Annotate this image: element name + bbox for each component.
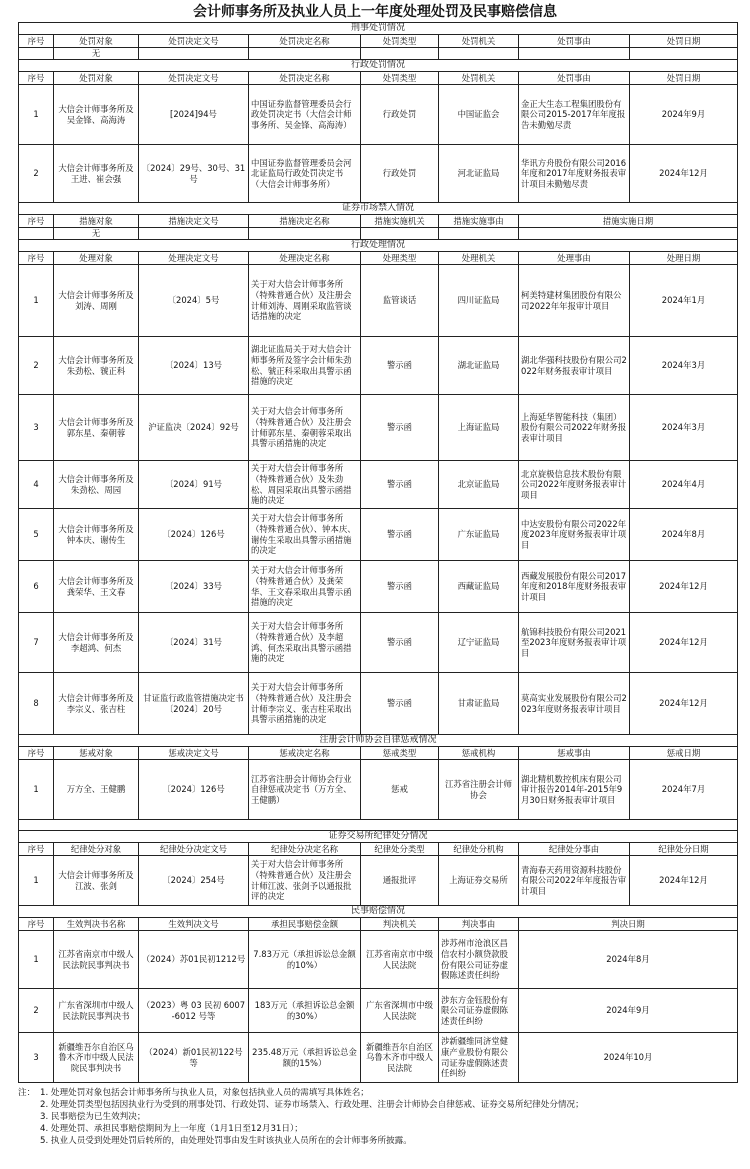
table-row: 8 大信会计师事务所及李宗义、张吉柱 甘证监行政监管措施决定书〔2024〕20号 关于对大信会计师事务所（特殊普通合伙）及注册会计师李宗义、张吉柱采取出具警示函措施的决定 警示函 甘肃证监局 莫高实业发展股份有限公司2023年度财务报表审计项目 2024年12月 bbox=[19, 673, 738, 735]
col-header: 纪律处分事由 bbox=[519, 843, 630, 856]
table-row: 7 大信会计师事务所及李超鸿、何杰 〔2024〕31号 关于对大信会计师事务所（特殊普通合伙）及李超鸿、何杰采取出具警示函措施的决定 警示函 辽宁证监局 航锦科技股份有限公司2021至2023年度财务报表审计项目 2024年12月 bbox=[19, 613, 738, 673]
col-header: 处理机关 bbox=[439, 252, 519, 265]
col-header: 处罚决定名称 bbox=[249, 35, 361, 48]
table-row: 4 大信会计师事务所及朱劲松、周园 〔2024〕91号 关于对大信会计师事务所（特殊普通合伙）及朱劲松、周园采取出具警示函措施的决定 警示函 北京证监局 北京旋极信息技术股份有限公司2022年度财务报表审计项目 2024年4月 bbox=[19, 461, 738, 509]
table-row: 2 广东省深圳市中级人民法院民事判决书 （2023）粤 03 民初 6007-6012 号等 183万元（承担诉讼总金额的30%） 广东省深圳市中级人民法院 涉东方金钰股份有限公司证券虚假陈述责任纠纷 2024年9月 bbox=[19, 989, 738, 1033]
table-row: 1 大信会计师事务所及刘涛、周刚 〔2024〕5号 关于对大信会计师事务所（特殊普通合伙）及注册会计师刘涛、周刚采取监管谈话措施的决定 监管谈话 四川证监局 柯美特建材集团股份有限公司2022年年报审计项目 2024年1月 bbox=[19, 265, 738, 337]
note-item: 1. 处理处罚对象包括会计师事务所与执业人员，对象包括执业人员的需填写具体姓名； bbox=[40, 1088, 369, 1098]
col-header: 序号 bbox=[19, 843, 54, 856]
col-header: 处理对象 bbox=[54, 252, 139, 265]
col-header: 序号 bbox=[19, 747, 54, 760]
col-header: 生效判决书名称 bbox=[54, 918, 139, 931]
col-header: 处罚类型 bbox=[361, 72, 439, 85]
col-header: 处罚决定文号 bbox=[139, 35, 249, 48]
col-header: 处罚日期 bbox=[630, 72, 738, 85]
col-header: 处罚类型 bbox=[361, 35, 439, 48]
col-header: 惩戒类型 bbox=[361, 747, 439, 760]
section-market-ban-title: 证券市场禁入情况 bbox=[19, 203, 738, 215]
admin-measure-header-row bbox=[19, 252, 738, 265]
section-cicpa-title: 注册会计师协会自律惩戒情况 bbox=[19, 735, 738, 747]
col-header: 处理类型 bbox=[361, 252, 439, 265]
col-header: 纪律处分决定文号 bbox=[139, 843, 249, 856]
col-header: 处理决定文号 bbox=[139, 252, 249, 265]
criminal-empty-row bbox=[19, 48, 738, 60]
col-header: 判决机关 bbox=[361, 918, 439, 931]
table-row: 1 江苏省南京市中级人民法院民事判决书 （2024）苏01民初1212号 7.83万元（承担诉讼总金额的10%） 江苏省南京市中级人民法院 涉苏州市沧浪区昌信农村小额贷款股份有限公司证券虚假陈述责任纠纷 2024年8月 bbox=[19, 931, 738, 989]
col-header: 序号 bbox=[19, 252, 54, 265]
col-header: 判决事由 bbox=[439, 918, 519, 931]
admin-penalty-header-row bbox=[19, 72, 738, 85]
col-header: 处罚事由 bbox=[519, 72, 630, 85]
col-header: 纪律处分对象 bbox=[54, 843, 139, 856]
table-row: 3 大信会计师事务所及郭东星、秦朝蓉 沪证监决〔2024〕92号 关于对大信会计师事务所（特殊普通合伙）及注册会计师郭东星、秦朝蓉采取出具警示函措施的决定 警示函 上海证监局 上海延华智能科技（集团）股份有限公司2022年财务报表审计项目 2024年3月 bbox=[19, 395, 738, 461]
table-row: 3 新疆维吾尔自治区乌鲁木齐市中级人民法院民事判决书 （2024）新01民初122号等 235.48万元（承担诉讼总金额的15%） 新疆维吾尔自治区乌鲁木齐市中级人民法院 涉新疆维同济堂健康产业股份有限公司证券虚假陈述责任纠纷 2024年10月 bbox=[19, 1033, 738, 1083]
col-header: 处罚对象 bbox=[54, 72, 139, 85]
disclosure-table bbox=[18, 22, 737, 1083]
note-item: 2. 处理处罚类型包括因执业行为受到的刑事处罚、行政处罚、证券市场禁入、行政处理、注册会计师协会自律惩戒、证券交易所纪律处分情况； bbox=[40, 1100, 584, 1110]
note-head: 注： bbox=[18, 1088, 36, 1098]
col-header: 序号 bbox=[19, 918, 54, 931]
section-civil-title: 民事赔偿情况 bbox=[19, 906, 738, 918]
col-header: 纪律处分日期 bbox=[630, 843, 738, 856]
section-criminal-title: 刑事处罚情况 bbox=[19, 23, 738, 35]
col-header: 序号 bbox=[19, 72, 54, 85]
col-header: 惩戒事由 bbox=[519, 747, 630, 760]
col-header: 判决日期 bbox=[519, 918, 738, 931]
col-header: 处罚日期 bbox=[630, 35, 738, 48]
spacer-row bbox=[19, 820, 738, 831]
col-header: 措施实施机关 bbox=[361, 215, 439, 228]
col-header: 措施决定文号 bbox=[139, 215, 249, 228]
col-header: 处罚事由 bbox=[519, 35, 630, 48]
col-header: 处罚机关 bbox=[439, 72, 519, 85]
col-header: 措施决定名称 bbox=[249, 215, 361, 228]
document-title: 会计师事务所及执业人员上一年度处理处罚及民事赔偿信息 bbox=[193, 4, 557, 20]
section-admin-penalty-title: 行政处罚情况 bbox=[19, 60, 738, 72]
col-header: 惩戒对象 bbox=[54, 747, 139, 760]
col-header: 序号 bbox=[19, 215, 54, 228]
col-header: 处理决定名称 bbox=[249, 252, 361, 265]
col-header: 措施实施日期 bbox=[519, 215, 738, 228]
table-row: 1 大信会计师事务所及吴金锋、高海涛 [2024]94号 中国证券监督管理委员会行政处罚决定书（大信会计师事务所、吴金锋、高海涛） 行政处罚 中国证监会 金正大生态工程集团股份有限公司2015-2017年年度报告未勤勉尽责 2024年9月 bbox=[19, 85, 738, 145]
col-header: 序号 bbox=[19, 35, 54, 48]
civil-header-row bbox=[19, 918, 738, 931]
col-header: 纪律处分类型 bbox=[361, 843, 439, 856]
col-header: 处罚决定文号 bbox=[139, 72, 249, 85]
col-header: 承担民事赔偿金额 bbox=[249, 918, 361, 931]
table-row: 1 大信会计师事务所及江波、张剑 〔2024〕254号 关于对大信会计师事务所（特殊普通合伙）及注册会计师江波、张剑予以通报批评的决定 通报批评 上海证券交易所 青海春天药用资源科技股份有限公司2022年年度报告审计项目 2024年12月 bbox=[19, 856, 738, 906]
col-header: 纪律处分机构 bbox=[439, 843, 519, 856]
col-header: 处理日期 bbox=[630, 252, 738, 265]
col-header: 措施实施事由 bbox=[439, 215, 519, 228]
market-ban-header-row bbox=[19, 215, 738, 228]
col-header: 惩戒决定名称 bbox=[249, 747, 361, 760]
col-header: 处理事由 bbox=[519, 252, 630, 265]
col-header: 生效判决文号 bbox=[139, 918, 249, 931]
none-text: 无 bbox=[54, 228, 139, 240]
col-header: 惩戒机构 bbox=[439, 747, 519, 760]
col-header: 处罚机关 bbox=[439, 35, 519, 48]
col-header: 处罚决定名称 bbox=[249, 72, 361, 85]
table-row: 2 大信会计师事务所及朱劲松、虢正科 〔2024〕13号 湖北证监局关于对大信会计师事务所及签字会计师朱劲松、虢正科采取出具警示函措施的决定 警示函 湖北证监局 湖北华强科技股份有限公司2022年财务报表审计项目 2024年3月 bbox=[19, 337, 738, 395]
table-row: 1 万方全、王健鹏 〔2024〕126号 江苏省注册会计师协会行业自律惩戒决定书（万方全、王健鹏） 惩戒 江苏省注册会计师协会 湖北精机数控机床有限公司审计报告2014年-2015年9月30日财务报表审计项目 2024年7月 bbox=[19, 760, 738, 820]
exchange-header-row bbox=[19, 843, 738, 856]
section-admin-measure-title: 行政处理情况 bbox=[19, 240, 738, 252]
note-item: 3. 民事赔偿为已生效判决； bbox=[40, 1112, 146, 1122]
market-ban-empty-row bbox=[19, 228, 738, 240]
table-row: 6 大信会计师事务所及龚荣华、王文春 〔2024〕33号 关于对大信会计师事务所（特殊普通合伙）及龚荣华、王文春采取出具警示函措施的决定 警示函 西藏证监局 西藏发展股份有限公司2017年度和2018年度财务报表审计项目 2024年12月 bbox=[19, 561, 738, 613]
cicpa-header-row bbox=[19, 747, 738, 760]
col-header: 措施对象 bbox=[54, 215, 139, 228]
note-item: 4. 处理处罚、承担民事赔偿期间为上一年度（1月1日至12月31日）； bbox=[40, 1124, 303, 1134]
none-text: 无 bbox=[54, 48, 139, 60]
criminal-header-row bbox=[19, 35, 738, 48]
note-item: 5. 执业人员受到处理处罚后转所的，由处理处罚事由发生时该执业人员所在的会计师事务所披露。 bbox=[40, 1136, 412, 1146]
col-header: 纪律处分决定名称 bbox=[249, 843, 361, 856]
col-header: 惩戒日期 bbox=[630, 747, 738, 760]
section-exchange-title: 证券交易所纪律处分情况 bbox=[19, 831, 738, 843]
col-header: 惩戒决定文号 bbox=[139, 747, 249, 760]
col-header: 处罚对象 bbox=[54, 35, 139, 48]
table-row: 5 大信会计师事务所及钟本庆、谢传生 〔2024〕126号 关于对大信会计师事务所（特殊普通合伙）、钟本庆、谢传生采取出具警示函措施的决定 警示函 广东证监局 中达安股份有限公司2022年度2023年度财务报表审计项目 2024年8月 bbox=[19, 509, 738, 561]
table-row: 2 大信会计师事务所及王进、崔会强 〔2024〕29号、30号、31号 中国证券监督管理委员会河北证监局行政处罚决定书（大信会计师事务所） 行政处罚 河北证监局 华讯方舟股份有限公司2016年度和2017年度财务报表审计项目未勤勉尽责 2024年12月 bbox=[19, 145, 738, 203]
